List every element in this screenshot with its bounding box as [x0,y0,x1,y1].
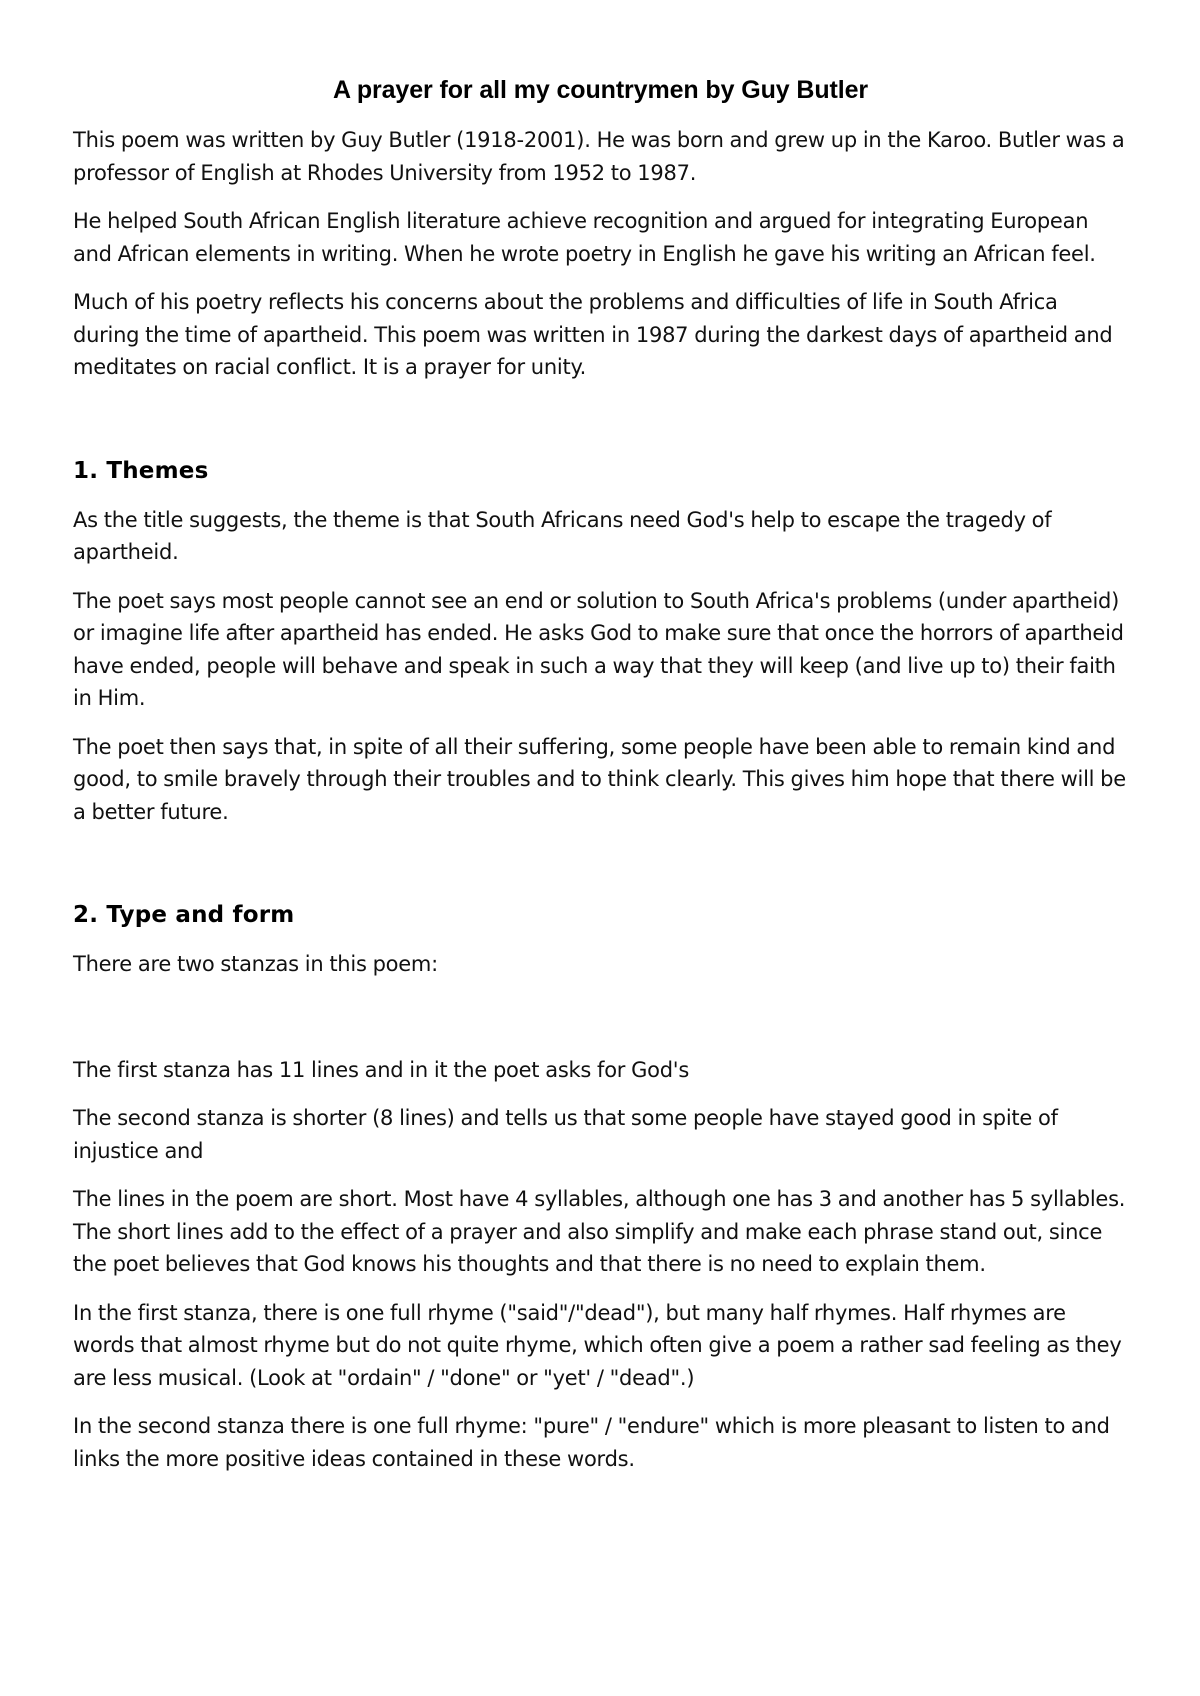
spacer [73,844,1128,899]
type-form-lead: There are two stanzas in this poem: [73,952,438,976]
type-form-paragraph: The first stanza has 11 lines and in it the poet asks for God's [73,1057,690,1082]
section-heading-type-and-form: 2. Type and form [73,902,295,928]
themes-paragraph: As the title suggests, the theme is that South Africans need God's help to escape the tragedy of apartheid. [73,507,1052,564]
type-form-paragraph: The second stanza is shorter (8 lines) and tells us that some people have stayed good in spite of injustice and [73,1106,1058,1163]
section-heading-themes: 1. Themes [73,457,209,484]
spacer [73,400,1128,455]
type-form-paragraph: The lines in the poem are short. Most have 4 syllables, although one has 3 and another has 5 syllables. The short lines add to the effect of a prayer and also simplify and make each phrase stand out, since the poet believes that God knows his thoughts and that there is no need to explain them. [73,1187,1126,1276]
type-form-paragraph: In the first stanza, there is one full rhyme ("said"/"dead"), but many half rhymes. Half rhymes are words that almost rhyme but do not quite rhyme, which often give a poem a rather sad feeling as they are less musical. (Look at "ordain" / "done" or "yet' / "dead".) [73,1300,1122,1390]
spacer [73,997,1128,1054]
type-form-paragraph: In the second stanza there is one full rhyme: "pure" / "endure" which is more pleasant to listen to and links the more positive ideas contained in these words. [73,1414,1110,1471]
document-title: A prayer for all my countrymen by Guy Butler [332,76,869,104]
themes-paragraph: The poet says most people cannot see an end or solution to South Africa's problems (under apartheid) or imagine life after apartheid has ended. He asks God to make sure that once the horrors of apartheid have ended, people will behave and speak in such a way that they will keep (and live up to) their faith in Him. [73,588,1124,710]
intro-paragraph: Much of his poetry reflects his concerns about the problems and difficulties of life in South Africa during the time of apartheid. This poem was written in 1987 during the darkest days of apartheid and meditates on racial conflict. It is a prayer for unity. [73,290,1113,379]
intro-paragraph: This poem was written by Guy Butler (1918-2001). He was born and grew up in the Karoo. Butler was a professor of English at Rhodes University from 1952 to 1987. [73,128,1125,185]
intro-paragraph: He helped South African English literature achieve recognition and argued for integrating European and African elements in writing. When he wrote poetry in English he gave his writing an African feel. [73,209,1096,266]
themes-paragraph: The poet then says that, in spite of all their suffering, some people have been able to remain kind and good, to smile bravely through their troubles and to think clearly. This gives him hope that there will be a better future. [73,734,1126,824]
